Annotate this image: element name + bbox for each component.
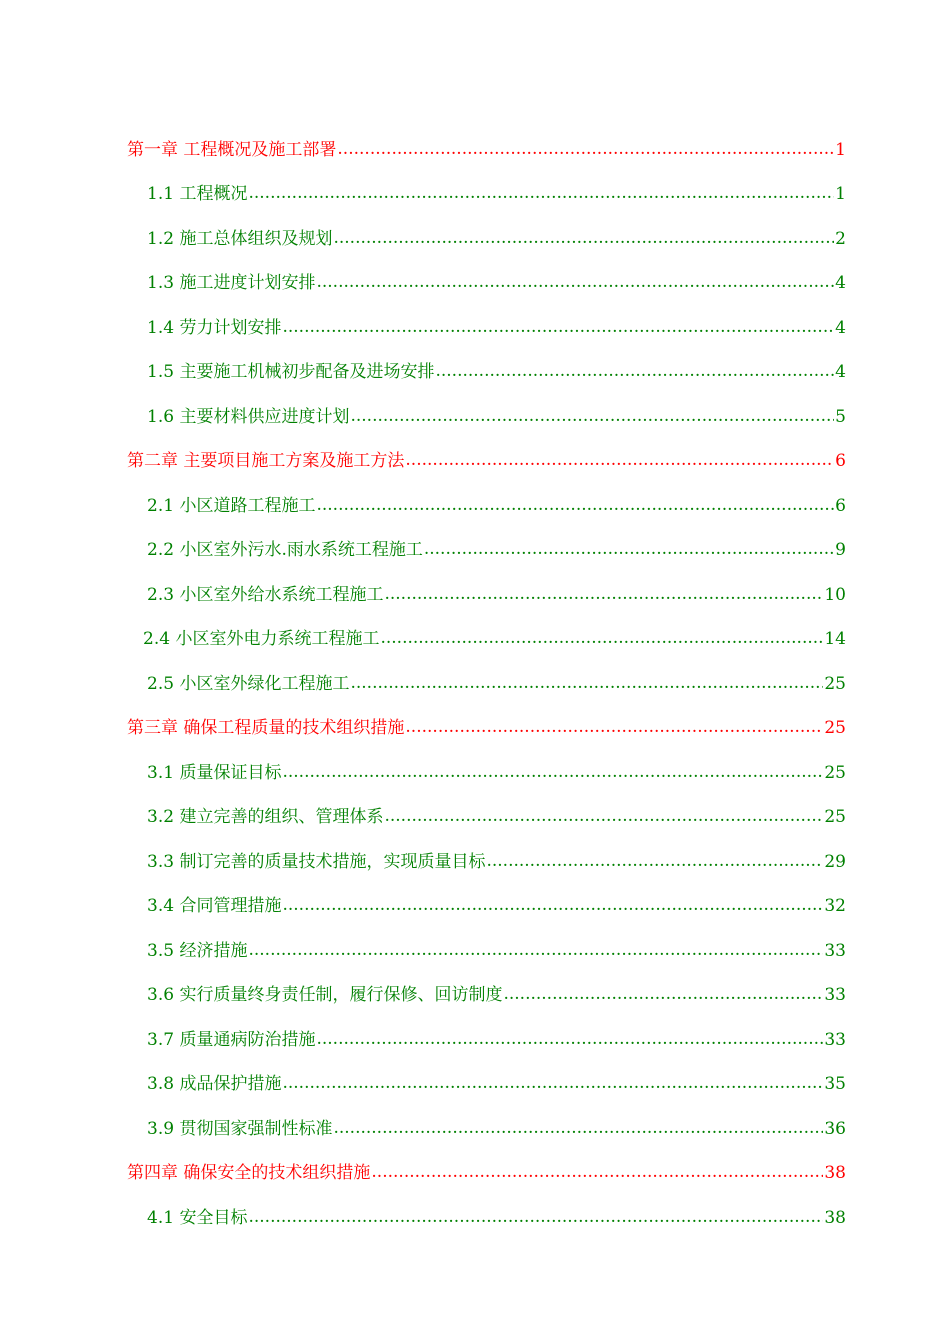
toc-page-number: 4 bbox=[835, 318, 846, 338]
toc-dot-leader bbox=[503, 982, 823, 1006]
toc-chapter-2[interactable] bbox=[127, 449, 846, 473]
toc-dot-leader bbox=[333, 226, 834, 250]
toc-page-number: 1 bbox=[835, 140, 846, 160]
toc-entry-label: 3.8 成品保护措施 bbox=[147, 1074, 282, 1094]
toc-page-number: 25 bbox=[824, 763, 846, 783]
toc-dot-leader bbox=[486, 849, 823, 873]
toc-entry-label: 1.4 劳力计划安排 bbox=[147, 318, 282, 338]
toc-section-3-6[interactable] bbox=[147, 983, 846, 1007]
toc-page-number: 5 bbox=[835, 407, 846, 427]
toc-chapter-4[interactable] bbox=[127, 1161, 846, 1185]
toc-dot-leader bbox=[384, 582, 823, 606]
toc-dot-leader bbox=[337, 137, 834, 161]
toc-section-1-1[interactable] bbox=[147, 182, 846, 206]
toc-page-number: 32 bbox=[824, 896, 846, 916]
toc-section-4-1[interactable] bbox=[147, 1206, 846, 1230]
toc-page-number: 38 bbox=[824, 1163, 846, 1183]
toc-page-number: 38 bbox=[824, 1208, 846, 1228]
toc-entry-label: 4.1 安全目标 bbox=[147, 1208, 248, 1228]
toc-dot-leader bbox=[350, 671, 823, 695]
toc-dot-leader bbox=[282, 893, 823, 917]
toc-section-1-3[interactable] bbox=[147, 271, 846, 295]
toc-dot-leader bbox=[282, 760, 823, 784]
toc-page-number: 36 bbox=[824, 1119, 846, 1139]
toc-entry-label: 1.6 主要材料供应进度计划 bbox=[147, 407, 350, 427]
toc-dot-leader bbox=[435, 359, 834, 383]
toc-section-3-2[interactable] bbox=[147, 805, 846, 829]
toc-section-2-2[interactable] bbox=[147, 538, 846, 562]
toc-entry-label: 3.2 建立完善的组织、管理体系 bbox=[147, 807, 384, 827]
toc-entry-label: 3.9 贯彻国家强制性标准 bbox=[147, 1119, 333, 1139]
toc-page-number: 29 bbox=[824, 852, 846, 872]
toc-dot-leader bbox=[405, 715, 823, 739]
toc-dot-leader bbox=[248, 1205, 823, 1229]
toc-dot-leader bbox=[333, 1116, 823, 1140]
toc-page-number: 4 bbox=[835, 273, 846, 293]
toc-chapter-1[interactable] bbox=[127, 138, 846, 162]
toc-entry-label: 3.5 经济措施 bbox=[147, 941, 248, 961]
toc-chapter-3[interactable] bbox=[127, 716, 846, 740]
toc-section-1-5[interactable] bbox=[147, 360, 846, 384]
toc-entry-label: 第四章 确保安全的技术组织措施 bbox=[127, 1163, 371, 1183]
toc-page-number: 25 bbox=[824, 718, 846, 738]
toc-dot-leader bbox=[316, 493, 834, 517]
toc-section-2-4[interactable] bbox=[143, 627, 846, 651]
toc-dot-leader bbox=[316, 1027, 823, 1051]
toc-entry-label: 2.3 小区室外给水系统工程施工 bbox=[147, 585, 384, 605]
toc-entry-label: 2.4 小区室外电力系统工程施工 bbox=[143, 629, 380, 649]
toc-entry-label: 1.3 施工进度计划安排 bbox=[147, 273, 316, 293]
toc-entry-label: 3.3 制订完善的质量技术措施，实现质量目标 bbox=[147, 852, 486, 872]
toc-section-1-4[interactable] bbox=[147, 316, 846, 340]
toc-dot-leader bbox=[405, 448, 834, 472]
toc-page-number: 10 bbox=[824, 585, 846, 605]
toc-page-number: 25 bbox=[824, 674, 846, 694]
toc-dot-leader bbox=[424, 537, 834, 561]
toc-dot-leader bbox=[248, 181, 834, 205]
toc-section-3-9[interactable] bbox=[147, 1117, 846, 1141]
toc-entry-label: 第三章 确保工程质量的技术组织措施 bbox=[127, 718, 405, 738]
toc-dot-leader bbox=[380, 626, 823, 650]
toc-page-number: 33 bbox=[824, 1030, 846, 1050]
toc-dot-leader bbox=[282, 315, 834, 339]
toc-section-3-8[interactable] bbox=[147, 1072, 846, 1096]
toc-section-3-3[interactable] bbox=[147, 850, 846, 874]
toc-section-2-5[interactable] bbox=[147, 672, 846, 696]
toc-dot-leader bbox=[371, 1160, 823, 1184]
toc-page-number: 14 bbox=[824, 629, 846, 649]
toc-section-2-3[interactable] bbox=[147, 583, 846, 607]
toc-page-number: 4 bbox=[835, 362, 846, 382]
toc-page-number: 6 bbox=[835, 451, 846, 471]
toc-page-number: 33 bbox=[824, 985, 846, 1005]
toc-section-3-1[interactable] bbox=[147, 761, 846, 785]
toc-entry-label: 3.7 质量通病防治措施 bbox=[147, 1030, 316, 1050]
toc-section-3-4[interactable] bbox=[147, 894, 846, 918]
toc-page-number: 25 bbox=[824, 807, 846, 827]
toc-page-number: 35 bbox=[824, 1074, 846, 1094]
toc-entry-label: 第一章 工程概况及施工部署 bbox=[127, 140, 337, 160]
toc-page-number: 1 bbox=[835, 184, 846, 204]
toc-section-3-5[interactable] bbox=[147, 939, 846, 963]
toc-entry-label: 2.5 小区室外绿化工程施工 bbox=[147, 674, 350, 694]
toc-entry-label: 3.4 合同管理措施 bbox=[147, 896, 282, 916]
toc-entry-label: 1.2 施工总体组织及规划 bbox=[147, 229, 333, 249]
toc-section-1-6[interactable] bbox=[147, 405, 846, 429]
toc-entry-label: 1.5 主要施工机械初步配备及进场安排 bbox=[147, 362, 435, 382]
toc-entry-label: 1.1 工程概况 bbox=[147, 184, 248, 204]
toc-entry-label: 2.1 小区道路工程施工 bbox=[147, 496, 316, 516]
toc-page-number: 33 bbox=[824, 941, 846, 961]
toc-page-number: 2 bbox=[835, 229, 846, 249]
toc-section-1-2[interactable] bbox=[147, 227, 846, 251]
toc-section-3-7[interactable] bbox=[147, 1028, 846, 1052]
toc-entry-label: 3.6 实行质量终身责任制，履行保修、回访制度 bbox=[147, 985, 503, 1005]
toc-dot-leader bbox=[316, 270, 834, 294]
toc-entry-label: 第二章 主要项目施工方案及施工方法 bbox=[127, 451, 405, 471]
toc-section-2-1[interactable] bbox=[147, 494, 846, 518]
toc-dot-leader bbox=[350, 404, 834, 428]
toc-dot-leader bbox=[248, 938, 823, 962]
toc-entry-label: 2.2 小区室外污水.雨水系统工程施工 bbox=[147, 540, 423, 560]
toc-dot-leader bbox=[282, 1071, 823, 1095]
toc-page-number: 9 bbox=[835, 540, 846, 560]
toc-entry-label: 3.1 质量保证目标 bbox=[147, 763, 282, 783]
toc-dot-leader bbox=[384, 804, 823, 828]
toc-page-number: 6 bbox=[835, 496, 846, 516]
